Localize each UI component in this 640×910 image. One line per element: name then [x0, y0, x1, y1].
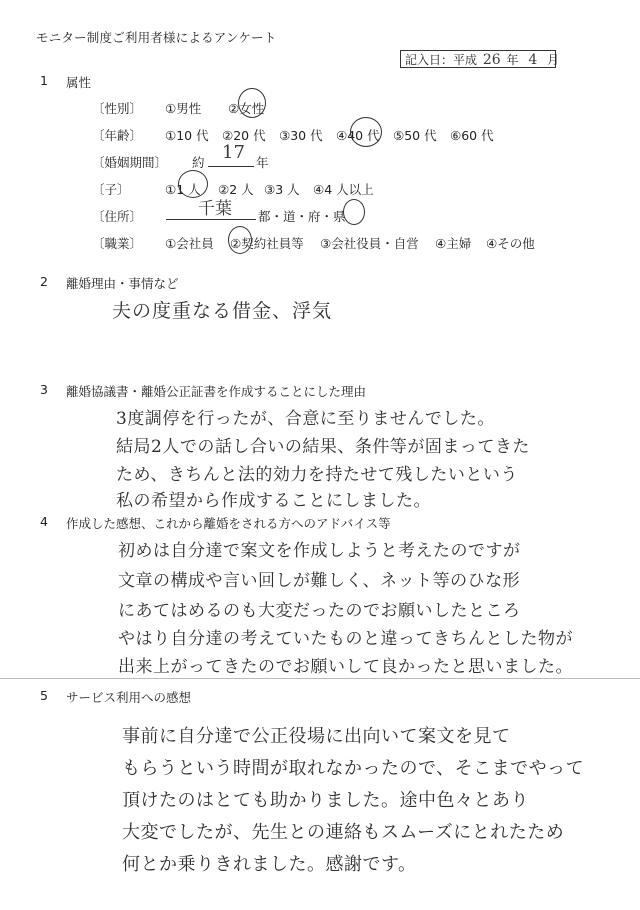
section-2-title: 離婚理由・事情など	[66, 276, 179, 291]
section-2-number: 2	[40, 274, 48, 289]
section-4-answer-line: 出来上がってきたのでお願いして良かったと思いました。	[118, 657, 573, 677]
date-month: 4	[528, 52, 538, 68]
age-option-10: ①10 代	[165, 128, 209, 143]
children-option-2: ②2 人	[218, 182, 254, 197]
age-option-30: ③30 代	[279, 128, 323, 143]
section-4-number: 4	[40, 514, 48, 529]
address-label: 〔住所〕	[92, 209, 143, 224]
address-suffix: 都・道・府・県	[258, 209, 346, 224]
section-5-answer-line: 大変でしたが、先生との連絡もスムーズにとれたため	[122, 822, 565, 843]
section-1-title: 属性	[66, 75, 92, 90]
date-box	[400, 50, 560, 68]
job-option-housewife: ④主婦	[435, 236, 472, 251]
section-3-number: 3	[40, 382, 48, 397]
age-label: 〔年齢〕	[92, 128, 143, 143]
gender-label: 〔性別〕	[92, 101, 143, 116]
children-option-1: ①1 人	[165, 182, 201, 197]
date-label: 記入日：平成	[405, 53, 478, 67]
section-3-answer-line: 結局2人での話し合いの結果、条件等が固まってきた	[116, 437, 530, 457]
section-4-answer-line: にあてはめるのも大変だったのでお願いしたところ	[118, 601, 521, 621]
marriage-suffix: 年	[256, 155, 269, 170]
marriage-underline	[208, 166, 254, 167]
age-selection-circle	[350, 117, 382, 147]
section-5-answer-line: もらうという時間が取れなかったので、そこまでやって	[122, 758, 585, 779]
date-month-unit: 月	[547, 53, 560, 67]
gender-selection-circle	[238, 88, 266, 118]
date-year: 26	[482, 52, 501, 68]
section-4-answer-line: やはり自分達の考えていたものと違ってきちんとした物が	[118, 629, 573, 649]
section-5-title: サービス利用への感想	[66, 690, 192, 705]
job-option-executive: ③会社役員・自営	[320, 236, 419, 251]
section-4-answer-line: 文章の構成や言い回しが難しく、ネット等のひな形	[118, 571, 521, 591]
age-option-60: ⑥60 代	[450, 128, 494, 143]
marriage-years-value: 17	[222, 142, 245, 163]
children-label: 〔子〕	[92, 182, 130, 197]
job-label: 〔職業〕	[92, 236, 143, 251]
age-option-50: ⑤50 代	[393, 128, 437, 143]
gender-option-female: ②女性	[228, 101, 265, 116]
job-selection-circle	[228, 226, 252, 254]
section-1-number: 1	[40, 73, 48, 88]
section-5-answer-line: 頂けたのはとても助かりました。途中色々とあり	[122, 790, 529, 811]
age-option-40: ④40 代	[336, 128, 380, 143]
page-title: モニター制度ご利用者様によるアンケート	[36, 30, 277, 45]
section-3-title: 離婚協議書・離婚公正証書を作成することにした理由	[66, 384, 367, 399]
section-4-answer-line: 初めは自分達で案文を作成しようと考えたのですが	[118, 541, 521, 561]
section-4-title: 作成した感想、これから離婚をされる方へのアドバイス等	[66, 516, 391, 531]
job-option-employee: ①会社員	[165, 236, 214, 251]
section-5-answer-line: 何とか乗りきれました。感謝です。	[122, 854, 417, 875]
section-3-answer-line: 3度調停を行ったが、合意に至りませんでした。	[116, 409, 495, 429]
age-option-20: ②20 代	[222, 128, 266, 143]
date-year-unit: 年	[506, 53, 519, 67]
job-option-contract: ②契約社員等	[230, 236, 304, 251]
job-option-other: ④その他	[486, 236, 535, 251]
section-divider	[0, 678, 640, 679]
marriage-label: 〔婚姻期間〕	[92, 155, 168, 170]
address-underline	[166, 219, 256, 220]
section-3-answer-line: 私の希望から作成することにしました。	[116, 491, 431, 511]
marriage-prefix: 約	[192, 155, 205, 170]
section-5-answer-line: 事前に自分達で公正役場に出向いて案文を見て	[122, 726, 511, 747]
section-2-answer-line: 夫の度重なる借金、浮気	[112, 300, 333, 322]
section-3-answer-line: ため、きちんと法的効力を持たせて残したいという	[116, 465, 518, 485]
children-option-4: ④4 人以上	[313, 182, 374, 197]
section-5-number: 5	[40, 688, 48, 703]
children-option-3: ③3 人	[264, 182, 300, 197]
address-prefecture-value: 千葉	[198, 199, 232, 219]
address-selection-circle	[343, 199, 365, 225]
gender-option-male: ①男性	[165, 101, 202, 116]
